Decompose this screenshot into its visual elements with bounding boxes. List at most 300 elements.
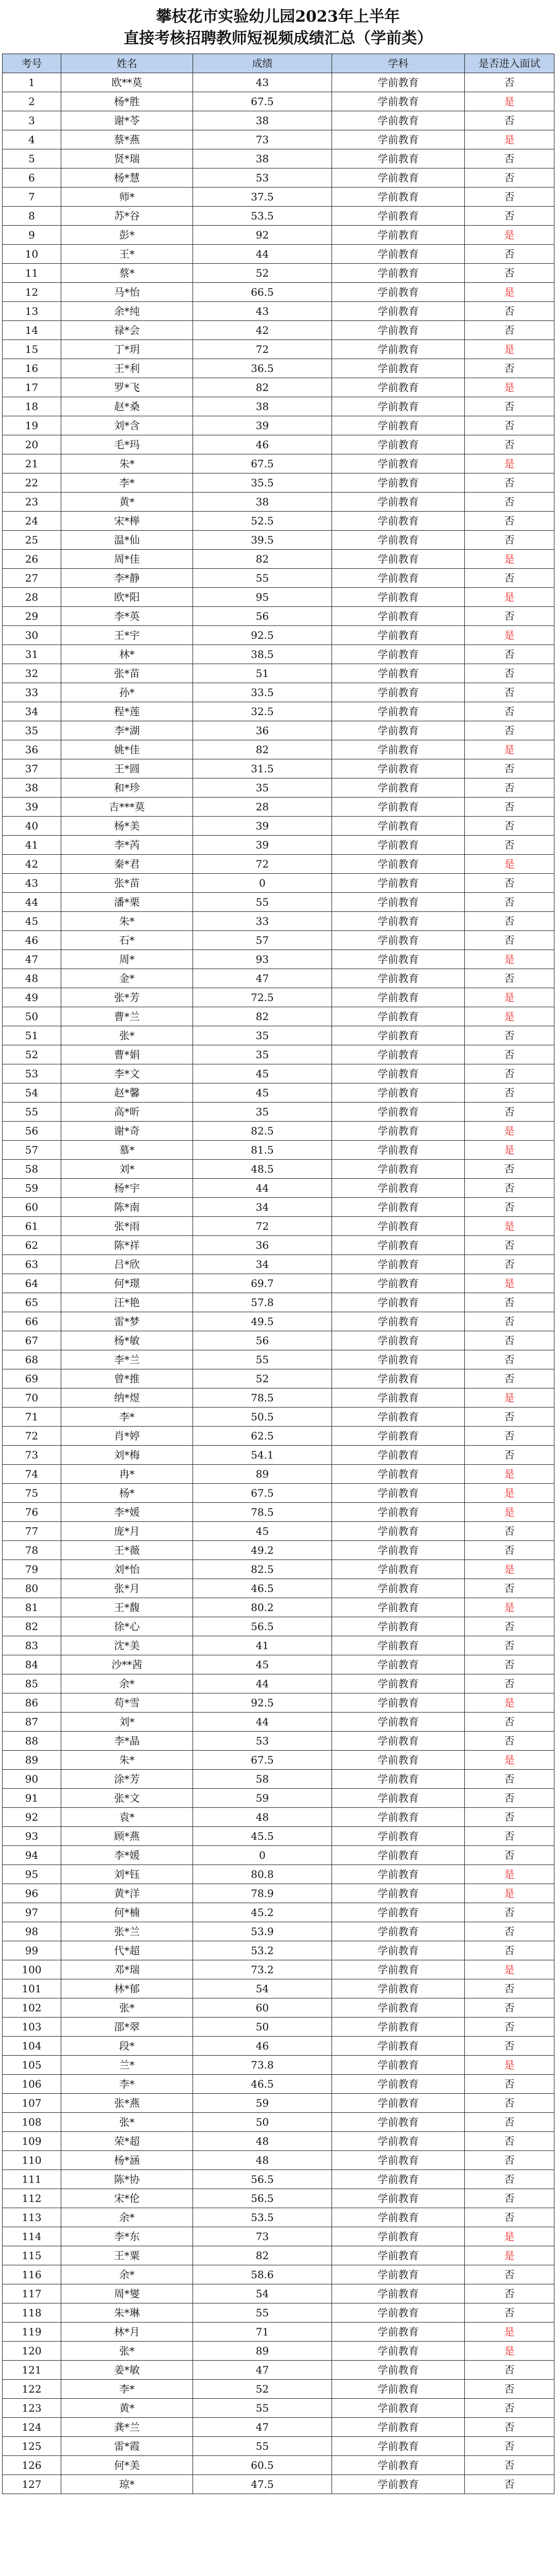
interview-cell: 是 [465,283,554,302]
subject-cell: 学前教育 [332,874,465,893]
interview-cell: 是 [465,1884,554,1903]
score-cell: 49.5 [193,1312,332,1331]
exam-number-cell: 68 [3,1350,61,1369]
score-cell: 55 [193,1350,332,1369]
table-row [3,798,554,817]
table-row [3,588,554,607]
interview-cell: 否 [465,73,554,92]
exam-number-cell: 1 [3,73,61,92]
exam-number-cell: 7 [3,188,61,207]
score-cell: 48.5 [193,1160,332,1179]
exam-number-cell: 93 [3,1827,61,1846]
interview-cell: 否 [465,1636,554,1655]
score-cell: 46.5 [193,2075,332,2094]
table-row [3,645,554,664]
table-row [3,988,554,1007]
score-cell: 35.5 [193,473,332,493]
name-cell: 杨*胜 [61,92,193,111]
subject-cell: 学前教育 [332,1713,465,1732]
name-cell: 周*燮 [61,2284,193,2303]
name-cell: 余* [61,2208,193,2227]
table-row [3,778,554,798]
interview-cell: 否 [465,188,554,207]
interview-cell: 否 [465,531,554,550]
exam-number-cell: 23 [3,493,61,512]
subject-cell: 学前教育 [332,1179,465,1198]
subject-cell: 学前教育 [332,149,465,168]
score-cell: 45 [193,1083,332,1103]
table-row [3,1293,554,1312]
exam-number-cell: 95 [3,1865,61,1884]
table-row [3,1503,554,1522]
interview-cell: 否 [465,2075,554,2094]
score-cell: 55 [193,893,332,912]
table-row [3,950,554,969]
name-cell: 李* [61,1408,193,1427]
table-row [3,2037,554,2056]
interview-cell: 否 [465,2094,554,2113]
table-row [3,1674,554,1693]
interview-cell: 否 [465,1827,554,1846]
table-row [3,1274,554,1293]
table-row [3,2265,554,2284]
name-cell: 曹*娟 [61,1045,193,1064]
interview-cell: 是 [465,1274,554,1293]
interview-cell: 否 [465,1350,554,1369]
subject-cell: 学前教育 [332,1045,465,1064]
subject-cell: 学前教育 [332,1674,465,1693]
interview-cell: 否 [465,2475,554,2494]
interview-cell: 否 [465,111,554,130]
score-cell: 55 [193,569,332,588]
subject-cell: 学前教育 [332,245,465,264]
interview-cell: 否 [465,893,554,912]
subject-cell: 学前教育 [332,2037,465,2056]
interview-cell: 否 [465,569,554,588]
subject-cell: 学前教育 [332,1732,465,1751]
exam-number-cell: 114 [3,2227,61,2246]
score-cell: 92.5 [193,1693,332,1713]
interview-cell: 是 [465,130,554,149]
interview-cell: 否 [465,1255,554,1274]
column-header-subject: 学科 [332,54,465,73]
name-cell: 陈*祥 [61,1236,193,1255]
name-cell: 李* [61,2075,193,2094]
interview-cell: 是 [465,1465,554,1484]
name-cell: 刘*含 [61,416,193,435]
exam-number-cell: 80 [3,1579,61,1598]
table-row [3,1789,554,1808]
interview-cell: 否 [465,1713,554,1732]
table-row [3,2189,554,2208]
name-cell: 杨* [61,1484,193,1503]
exam-number-cell: 27 [3,569,61,588]
exam-number-cell: 62 [3,1236,61,1255]
table-row [3,607,554,626]
exam-number-cell: 53 [3,1064,61,1083]
subject-cell: 学前教育 [332,73,465,92]
name-cell: 马*怡 [61,283,193,302]
table-row [3,1484,554,1503]
table-row [3,359,554,378]
score-cell: 44 [193,1179,332,1198]
subject-cell: 学前教育 [332,493,465,512]
table-row [3,664,554,683]
interview-cell: 否 [465,493,554,512]
interview-cell: 否 [465,664,554,683]
name-cell: 余* [61,2265,193,2284]
name-cell: 杨*涵 [61,2151,193,2170]
name-cell: 沙**茜 [61,1655,193,1674]
table-row [3,1103,554,1122]
subject-cell: 学前教育 [332,1960,465,1979]
score-cell: 46.5 [193,1579,332,1598]
score-cell: 72 [193,340,332,359]
table-row [3,1064,554,1083]
name-cell: 宋*伦 [61,2189,193,2208]
exam-number-cell: 126 [3,2456,61,2475]
score-cell: 47.5 [193,2475,332,2494]
table-row [3,1941,554,1960]
table-row [3,836,554,855]
interview-cell: 否 [465,1579,554,1598]
table-row [3,1198,554,1217]
table-row [3,321,554,340]
exam-number-cell: 17 [3,378,61,397]
interview-cell: 是 [465,988,554,1007]
subject-cell: 学前教育 [332,2265,465,2284]
subject-cell: 学前教育 [332,1331,465,1350]
name-cell: 欧**莫 [61,73,193,92]
exam-number-cell: 86 [3,1693,61,1713]
table-row [3,1179,554,1198]
score-cell: 56 [193,1331,332,1350]
exam-number-cell: 85 [3,1674,61,1693]
exam-number-cell: 121 [3,2361,61,2380]
table-row [3,1751,554,1770]
exam-number-cell: 73 [3,1446,61,1465]
interview-cell: 否 [465,1541,554,1560]
subject-cell: 学前教育 [332,1751,465,1770]
score-cell: 67.5 [193,92,332,111]
exam-number-cell: 31 [3,645,61,664]
subject-cell: 学前教育 [332,1369,465,1388]
name-cell: 李*芮 [61,836,193,855]
exam-number-cell: 61 [3,1217,61,1236]
score-cell: 45.2 [193,1903,332,1922]
interview-cell: 是 [465,1007,554,1026]
table-row [3,721,554,740]
table-row [3,2399,554,2418]
score-cell: 48 [193,1808,332,1827]
interview-cell: 否 [465,1617,554,1636]
score-cell: 44 [193,1713,332,1732]
table-row [3,2094,554,2113]
name-cell: 赵*桑 [61,397,193,416]
exam-number-cell: 76 [3,1503,61,1522]
table-row [3,1865,554,1884]
name-cell: 蔡* [61,264,193,283]
subject-cell: 学前教育 [332,531,465,550]
interview-cell: 否 [465,2456,554,2475]
table-row [3,378,554,397]
score-cell: 72 [193,855,332,874]
interview-cell: 否 [465,264,554,283]
table-row [3,207,554,226]
interview-cell: 否 [465,1331,554,1350]
exam-number-cell: 87 [3,1713,61,1732]
name-cell: 张*兰 [61,1922,193,1941]
table-row [3,1693,554,1713]
interview-cell: 是 [465,92,554,111]
exam-number-cell: 70 [3,1388,61,1408]
interview-cell: 否 [465,1312,554,1331]
name-cell: 和*珍 [61,778,193,798]
name-cell: 王*馥 [61,1598,193,1617]
table-row [3,1827,554,1846]
interview-cell: 否 [465,645,554,664]
score-cell: 43 [193,73,332,92]
exam-number-cell: 77 [3,1522,61,1541]
table-row [3,2075,554,2094]
name-cell: 李*媛 [61,1846,193,1865]
score-cell: 89 [193,1465,332,1484]
interview-cell: 是 [465,1141,554,1160]
name-cell: 姚*佳 [61,740,193,759]
exam-number-cell: 120 [3,2342,61,2361]
name-cell: 苟*雪 [61,1693,193,1713]
subject-cell: 学前教育 [332,664,465,683]
score-cell: 38 [193,397,332,416]
score-cell: 35 [193,1045,332,1064]
score-cell: 56.5 [193,2189,332,2208]
name-cell: 张* [61,2342,193,2361]
column-header-score: 成绩 [193,54,332,73]
table-row [3,550,554,569]
interview-cell: 是 [465,626,554,645]
table-row [3,1655,554,1674]
name-cell: 邵*翠 [61,2018,193,2037]
interview-cell: 否 [465,2151,554,2170]
name-cell: 张* [61,1998,193,2018]
interview-cell: 否 [465,1446,554,1465]
name-cell: 杨*美 [61,817,193,836]
exam-number-cell: 96 [3,1884,61,1903]
exam-number-cell: 117 [3,2284,61,2303]
score-cell: 52 [193,264,332,283]
score-cell: 73 [193,2227,332,2246]
exam-number-cell: 112 [3,2189,61,2208]
name-cell: 李*文 [61,1064,193,1083]
score-cell: 36 [193,721,332,740]
subject-cell: 学前教育 [332,626,465,645]
table-row [3,931,554,950]
score-cell: 80.2 [193,1598,332,1617]
table-row [3,512,554,531]
subject-cell: 学前教育 [332,2227,465,2246]
subject-cell: 学前教育 [332,1007,465,1026]
subject-cell: 学前教育 [332,1198,465,1217]
subject-cell: 学前教育 [332,1141,465,1160]
subject-cell: 学前教育 [332,111,465,130]
score-cell: 62.5 [193,1427,332,1446]
name-cell: 杨*敏 [61,1331,193,1350]
subject-cell: 学前教育 [332,1865,465,1884]
subject-cell: 学前教育 [332,130,465,149]
subject-cell: 学前教育 [332,1293,465,1312]
subject-cell: 学前教育 [332,1636,465,1655]
subject-cell: 学前教育 [332,607,465,626]
table-row [3,874,554,893]
interview-cell: 否 [465,817,554,836]
exam-number-cell: 4 [3,130,61,149]
subject-cell: 学前教育 [332,1446,465,1465]
table-row [3,2418,554,2437]
exam-number-cell: 60 [3,1198,61,1217]
table-row [3,855,554,874]
score-cell: 45 [193,1064,332,1083]
subject-cell: 学前教育 [332,92,465,111]
score-cell: 47 [193,969,332,988]
subject-cell: 学前教育 [332,1846,465,1865]
interview-cell: 是 [465,454,554,473]
name-cell: 庞*月 [61,1522,193,1541]
score-cell: 52 [193,2380,332,2399]
score-cell: 47 [193,2361,332,2380]
score-cell: 95 [193,588,332,607]
exam-number-cell: 5 [3,149,61,168]
name-cell: 禄*会 [61,321,193,340]
name-cell: 张*月 [61,1579,193,1598]
table-row [3,759,554,778]
table-row [3,1446,554,1465]
subject-cell: 学前教育 [332,1274,465,1293]
score-cell: 53.5 [193,2208,332,2227]
interview-cell: 否 [465,1903,554,1922]
name-cell: 肖*婷 [61,1427,193,1446]
exam-number-cell: 25 [3,531,61,550]
table-row [3,92,554,111]
table-row [3,2456,554,2475]
table-row [3,1141,554,1160]
exam-number-cell: 35 [3,721,61,740]
exam-number-cell: 100 [3,1960,61,1979]
exam-number-cell: 3 [3,111,61,130]
name-cell: 张* [61,1026,193,1045]
subject-cell: 学前教育 [332,2342,465,2361]
table-row [3,2056,554,2075]
subject-cell: 学前教育 [332,473,465,493]
score-cell: 92.5 [193,626,332,645]
exam-number-cell: 110 [3,2151,61,2170]
interview-cell: 否 [465,168,554,188]
score-cell: 38.5 [193,645,332,664]
score-cell: 37.5 [193,188,332,207]
interview-cell: 否 [465,1160,554,1179]
interview-cell: 是 [465,1484,554,1503]
table-row [3,2151,554,2170]
score-cell: 46 [193,2037,332,2056]
exam-number-cell: 21 [3,454,61,473]
interview-cell: 否 [465,1941,554,1960]
subject-cell: 学前教育 [332,264,465,283]
name-cell: 王*圆 [61,759,193,778]
subject-cell: 学前教育 [332,2056,465,2075]
subject-cell: 学前教育 [332,1922,465,1941]
interview-cell: 否 [465,1789,554,1808]
exam-number-cell: 65 [3,1293,61,1312]
exam-number-cell: 71 [3,1408,61,1427]
interview-cell: 否 [465,2303,554,2323]
exam-number-cell: 34 [3,702,61,721]
exam-number-cell: 32 [3,664,61,683]
exam-number-cell: 40 [3,817,61,836]
subject-cell: 学前教育 [332,645,465,664]
name-cell: 张*苗 [61,664,193,683]
score-cell: 38 [193,493,332,512]
exam-number-cell: 109 [3,2132,61,2151]
exam-number-cell: 47 [3,950,61,969]
exam-number-cell: 74 [3,1465,61,1484]
subject-cell: 学前教育 [332,1979,465,1998]
table-row [3,1007,554,1026]
subject-cell: 学前教育 [332,969,465,988]
subject-cell: 学前教育 [332,1827,465,1846]
interview-cell: 是 [465,1388,554,1408]
interview-cell: 否 [465,2037,554,2056]
table-row [3,493,554,512]
table-row [3,149,554,168]
score-cell: 0 [193,1846,332,1865]
interview-cell: 否 [465,1808,554,1827]
subject-cell: 学前教育 [332,931,465,950]
score-cell: 42 [193,321,332,340]
subject-cell: 学前教育 [332,1522,465,1541]
interview-cell: 是 [465,1693,554,1713]
subject-cell: 学前教育 [332,550,465,569]
exam-number-cell: 113 [3,2208,61,2227]
subject-cell: 学前教育 [332,988,465,1007]
name-cell: 林*郁 [61,1979,193,1998]
name-cell: 谢*奇 [61,1122,193,1141]
exam-number-cell: 79 [3,1560,61,1579]
name-cell: 李*静 [61,569,193,588]
score-cell: 48 [193,2151,332,2170]
interview-cell: 否 [465,1179,554,1198]
score-cell: 45.5 [193,1827,332,1846]
exam-number-cell: 49 [3,988,61,1007]
interview-cell: 是 [465,1217,554,1236]
interview-cell: 是 [465,2246,554,2265]
subject-cell: 学前教育 [332,2246,465,2265]
subject-cell: 学前教育 [332,2456,465,2475]
score-cell: 82 [193,2246,332,2265]
table-row [3,2342,554,2361]
exam-number-cell: 44 [3,893,61,912]
interview-cell: 否 [465,1369,554,1388]
interview-cell: 否 [465,245,554,264]
table-row [3,73,554,92]
name-cell: 姜*敏 [61,2361,193,2380]
subject-cell: 学前教育 [332,2189,465,2208]
interview-cell: 是 [465,1122,554,1141]
name-cell: 慕* [61,1141,193,1160]
score-cell: 82.5 [193,1122,332,1141]
exam-number-cell: 82 [3,1617,61,1636]
interview-cell: 否 [465,778,554,798]
table-row [3,1598,554,1617]
exam-number-cell: 51 [3,1026,61,1045]
